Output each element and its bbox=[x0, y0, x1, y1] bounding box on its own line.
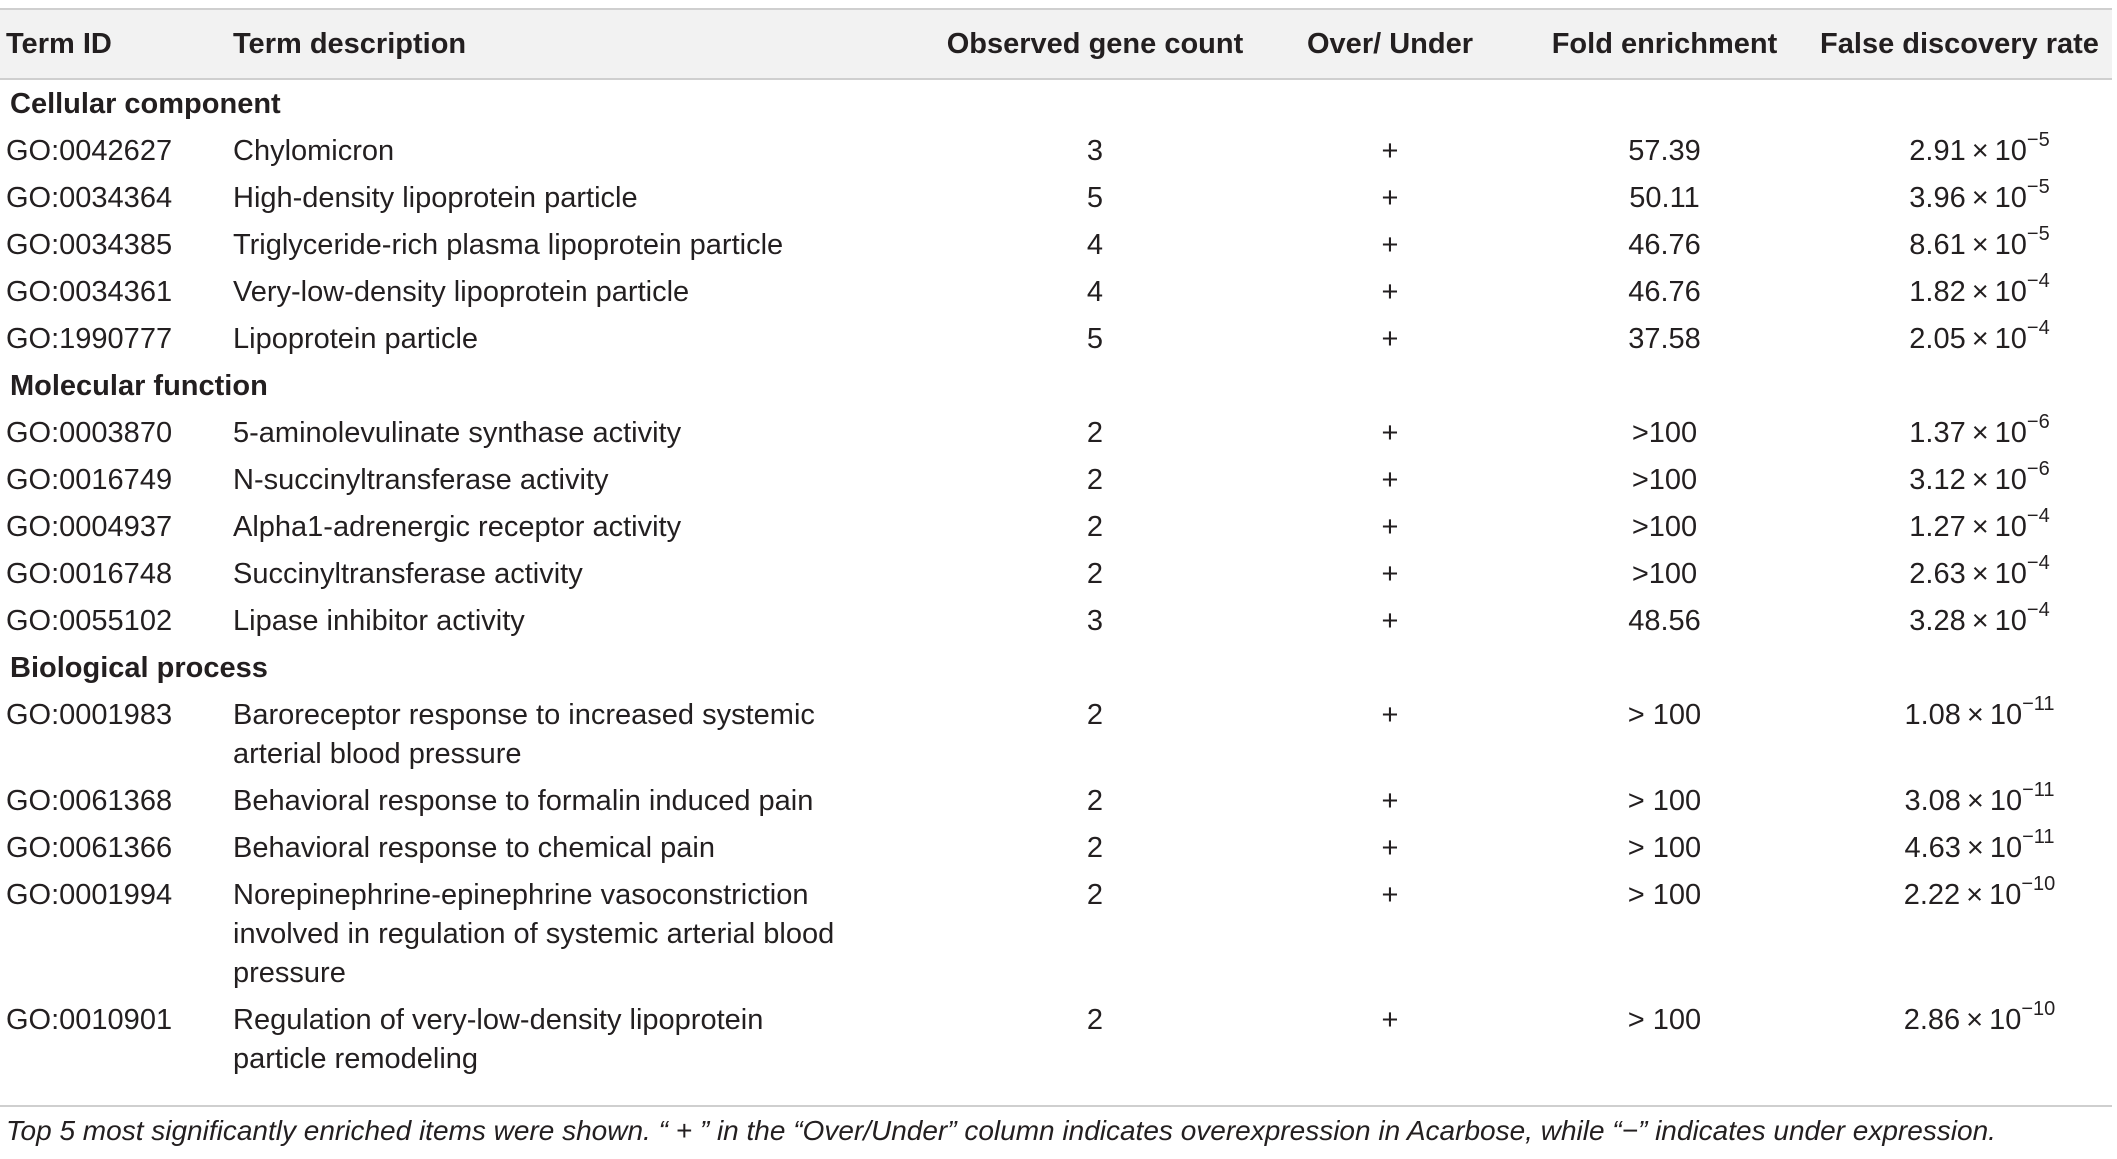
times-sign: × bbox=[1971, 558, 1989, 590]
fold-enrichment-cell: >100 bbox=[1631, 558, 1698, 590]
gene-count-cell: 4 bbox=[1086, 229, 1104, 261]
fdr-exponent: −4 bbox=[2026, 505, 2050, 527]
gene-count-cell: 4 bbox=[1086, 276, 1104, 308]
term-description-cell: N-succinyltransferase activity bbox=[233, 464, 609, 496]
gene-count-cell: 2 bbox=[1086, 832, 1104, 864]
fdr-mantissa: 3.12 bbox=[1909, 464, 1966, 496]
fdr-exponent: −11 bbox=[2022, 779, 2055, 801]
over-under-cell: + bbox=[1381, 558, 1399, 590]
times-sign: × bbox=[1966, 879, 1984, 911]
term-id-cell: GO:0061368 bbox=[6, 785, 173, 817]
fdr-value bbox=[1904, 826, 2055, 868]
gene-count-cell: 2 bbox=[1086, 879, 1104, 911]
fdr-base-ten: 10 bbox=[1989, 785, 2023, 817]
fdr-base-ten: 10 bbox=[1989, 879, 2022, 911]
fdr-value bbox=[1909, 458, 2050, 500]
fdr-exponent: −4 bbox=[2026, 599, 2050, 621]
times-sign: × bbox=[1971, 417, 1989, 449]
fdr-exponent: −4 bbox=[2026, 317, 2050, 339]
fdr-exponent: −11 bbox=[2022, 826, 2055, 848]
over-under-cell: + bbox=[1381, 605, 1399, 637]
fdr-cell bbox=[1807, 691, 2112, 777]
times-sign: × bbox=[1966, 785, 1984, 817]
term-id-cell: GO:0016749 bbox=[6, 464, 173, 496]
term-description-cell: Succinyltransferase activity bbox=[233, 558, 583, 590]
fdr-mantissa: 3.96 bbox=[1909, 182, 1966, 214]
gene-count-cell: 5 bbox=[1086, 323, 1104, 355]
section-title: Molecular function bbox=[10, 370, 268, 402]
fold-enrichment-cell: 48.56 bbox=[1628, 605, 1701, 637]
header-term-id: Term ID bbox=[6, 27, 112, 60]
table-body bbox=[0, 79, 2112, 1082]
times-sign: × bbox=[1971, 605, 1989, 637]
fold-enrichment-cell: 46.76 bbox=[1628, 229, 1701, 261]
term-id-cell: GO:0042627 bbox=[6, 135, 173, 167]
fdr-exponent: −5 bbox=[2026, 223, 2050, 245]
table-row bbox=[0, 456, 2112, 503]
fdr-exponent: −11 bbox=[2022, 693, 2055, 715]
fdr-exponent: −4 bbox=[2026, 270, 2050, 292]
fdr-base-ten: 10 bbox=[1994, 558, 2027, 590]
term-id-cell: GO:0034385 bbox=[6, 229, 173, 261]
table-row bbox=[0, 871, 2112, 996]
fdr-value bbox=[1909, 270, 2050, 312]
table-row bbox=[0, 597, 2112, 644]
times-sign: × bbox=[1971, 182, 1989, 214]
fdr-mantissa: 3.28 bbox=[1909, 605, 1966, 637]
gene-count-cell: 2 bbox=[1086, 558, 1104, 590]
fdr-mantissa: 3.08 bbox=[1904, 785, 1961, 817]
gene-count-cell: 2 bbox=[1086, 464, 1104, 496]
fdr-base-ten: 10 bbox=[1994, 605, 2027, 637]
gene-count-cell: 3 bbox=[1086, 135, 1104, 167]
fdr-value bbox=[1909, 552, 2050, 594]
term-description-cell: Triglyceride-rich plasma lipoprotein particle bbox=[233, 229, 784, 261]
fdr-cell bbox=[1807, 597, 2112, 644]
times-sign: × bbox=[1971, 135, 1989, 167]
fold-enrichment-cell: > 100 bbox=[1627, 1004, 1702, 1036]
fold-enrichment-cell: 50.11 bbox=[1629, 182, 1700, 214]
fdr-base-ten: 10 bbox=[1994, 182, 2027, 214]
term-description-cell: High-density lipoprotein particle bbox=[233, 182, 638, 214]
times-sign: × bbox=[1971, 323, 1989, 355]
fdr-cell bbox=[1807, 174, 2112, 221]
gene-count-cell: 2 bbox=[1086, 511, 1104, 543]
fdr-mantissa: 2.91 bbox=[1909, 135, 1966, 167]
times-sign: × bbox=[1966, 1004, 1984, 1036]
term-id-cell: GO:0061366 bbox=[6, 832, 173, 864]
fdr-cell bbox=[1807, 221, 2112, 268]
times-sign: × bbox=[1971, 276, 1989, 308]
gene-count-cell: 3 bbox=[1086, 605, 1104, 637]
fdr-value bbox=[1909, 505, 2050, 547]
term-id-cell: GO:0034361 bbox=[6, 276, 173, 308]
over-under-cell: + bbox=[1381, 276, 1399, 308]
table-row bbox=[0, 268, 2112, 315]
fold-enrichment-cell: >100 bbox=[1631, 511, 1698, 543]
term-description-cell: Baroreceptor response to increased systemic arterial blood pressure bbox=[233, 699, 815, 770]
over-under-cell: + bbox=[1381, 699, 1399, 731]
term-id-cell: GO:0016748 bbox=[6, 558, 173, 590]
fold-enrichment-cell: 57.39 bbox=[1628, 135, 1701, 167]
fdr-cell bbox=[1807, 268, 2112, 315]
table-row bbox=[0, 824, 2112, 871]
go-enrichment-table bbox=[0, 8, 2112, 1082]
fdr-exponent: −10 bbox=[2021, 998, 2056, 1020]
fold-enrichment-cell: > 100 bbox=[1627, 699, 1702, 731]
fdr-value bbox=[1903, 998, 2056, 1040]
term-id-cell: GO:0001994 bbox=[6, 879, 173, 911]
fdr-mantissa: 2.63 bbox=[1909, 558, 1966, 590]
table-row bbox=[0, 409, 2112, 456]
fdr-base-ten: 10 bbox=[1994, 276, 2027, 308]
fdr-base-ten: 10 bbox=[1989, 699, 2023, 731]
fdr-mantissa: 1.27 bbox=[1909, 511, 1966, 543]
header-false-discovery-rate: False discovery rate bbox=[1820, 27, 2099, 60]
fdr-value bbox=[1909, 176, 2050, 218]
table-row bbox=[0, 221, 2112, 268]
term-id-cell: GO:0001983 bbox=[6, 699, 173, 731]
section-title: Biological process bbox=[10, 652, 268, 684]
fold-enrichment-cell: >100 bbox=[1631, 417, 1698, 449]
fdr-value bbox=[1903, 873, 2056, 915]
section-row bbox=[0, 362, 2112, 409]
times-sign: × bbox=[1971, 511, 1989, 543]
over-under-cell: + bbox=[1381, 323, 1399, 355]
fdr-cell bbox=[1807, 871, 2112, 996]
fdr-base-ten: 10 bbox=[1994, 417, 2027, 449]
times-sign: × bbox=[1966, 699, 1984, 731]
fdr-value bbox=[1909, 599, 2050, 641]
fdr-mantissa: 2.05 bbox=[1909, 323, 1966, 355]
fdr-cell bbox=[1807, 824, 2112, 871]
fdr-cell bbox=[1807, 127, 2112, 174]
times-sign: × bbox=[1971, 464, 1989, 496]
table-footnote: Top 5 most significantly enriched items were shown. “ + ” in the “Over/Under” column indicates overexpression in Acarbose, while “−” indicates under expression. bbox=[6, 1115, 1996, 1146]
term-id-cell: GO:1990777 bbox=[6, 323, 173, 355]
term-id-cell: GO:0003870 bbox=[6, 417, 173, 449]
fdr-base-ten: 10 bbox=[1989, 1004, 2022, 1036]
over-under-cell: + bbox=[1381, 464, 1399, 496]
fdr-base-ten: 10 bbox=[1994, 464, 2027, 496]
over-under-cell: + bbox=[1381, 182, 1399, 214]
fdr-value bbox=[1909, 317, 2050, 359]
term-id-cell: GO:0004937 bbox=[6, 511, 173, 543]
fdr-mantissa: 2.22 bbox=[1903, 879, 1961, 911]
term-description-cell: Alpha1-adrenergic receptor activity bbox=[233, 511, 682, 543]
fdr-value bbox=[1909, 129, 2050, 171]
fdr-mantissa: 1.37 bbox=[1909, 417, 1966, 449]
fdr-mantissa: 1.08 bbox=[1904, 699, 1961, 731]
table-header bbox=[0, 9, 2112, 79]
gene-count-cell: 2 bbox=[1086, 417, 1104, 449]
section-row bbox=[0, 644, 2112, 691]
fdr-cell bbox=[1807, 315, 2112, 362]
times-sign: × bbox=[1971, 229, 1989, 261]
gene-count-cell: 5 bbox=[1086, 182, 1104, 214]
term-description-cell: Lipase inhibitor activity bbox=[233, 605, 525, 637]
table-row bbox=[0, 503, 2112, 550]
fdr-base-ten: 10 bbox=[1994, 511, 2027, 543]
fdr-cell bbox=[1807, 503, 2112, 550]
header-observed-gene-count: Observed gene count bbox=[946, 27, 1244, 60]
fdr-value bbox=[1909, 411, 2050, 453]
fdr-base-ten: 10 bbox=[1994, 229, 2027, 261]
over-under-cell: + bbox=[1381, 785, 1399, 817]
table-row bbox=[0, 127, 2112, 174]
fdr-value bbox=[1904, 693, 2055, 735]
fold-enrichment-cell: >100 bbox=[1631, 464, 1698, 496]
section-row bbox=[0, 79, 2112, 127]
fdr-cell bbox=[1807, 777, 2112, 824]
fdr-cell bbox=[1807, 409, 2112, 456]
table-row bbox=[0, 996, 2112, 1082]
fdr-exponent: −5 bbox=[2026, 129, 2050, 151]
over-under-cell: + bbox=[1381, 1004, 1399, 1036]
fdr-mantissa: 4.63 bbox=[1904, 832, 1961, 864]
term-id-cell: GO:0034364 bbox=[6, 182, 173, 214]
fold-enrichment-cell: 46.76 bbox=[1628, 276, 1701, 308]
fdr-cell bbox=[1807, 550, 2112, 597]
fold-enrichment-cell: 37.58 bbox=[1628, 323, 1701, 355]
term-description-cell: Behavioral response to chemical pain bbox=[233, 832, 715, 864]
fdr-base-ten: 10 bbox=[1989, 832, 2023, 864]
header-term-description: Term description bbox=[233, 27, 467, 60]
fdr-exponent: −10 bbox=[2021, 873, 2056, 895]
table-row bbox=[0, 315, 2112, 362]
fdr-exponent: −4 bbox=[2026, 552, 2050, 574]
term-description-cell: Behavioral response to formalin induced pain bbox=[233, 785, 814, 817]
over-under-cell: + bbox=[1381, 135, 1399, 167]
fdr-cell bbox=[1807, 996, 2112, 1082]
fdr-mantissa: 8.61 bbox=[1909, 229, 1966, 261]
term-description-cell: Norepinephrine-epinephrine vasoconstriction involved in regulation of systemic arterial blood pressure bbox=[233, 879, 835, 989]
header-over-under: Over/ Under bbox=[1307, 27, 1473, 60]
over-under-cell: + bbox=[1381, 417, 1399, 449]
fdr-base-ten: 10 bbox=[1994, 135, 2027, 167]
times-sign: × bbox=[1966, 832, 1984, 864]
over-under-cell: + bbox=[1381, 832, 1399, 864]
section-title: Cellular component bbox=[10, 88, 281, 120]
fdr-mantissa: 2.86 bbox=[1903, 1004, 1961, 1036]
over-under-cell: + bbox=[1381, 879, 1399, 911]
fdr-exponent: −5 bbox=[2026, 176, 2050, 198]
header-row bbox=[0, 9, 2112, 79]
table-row bbox=[0, 777, 2112, 824]
gene-count-cell: 2 bbox=[1086, 1004, 1104, 1036]
fold-enrichment-cell: > 100 bbox=[1627, 785, 1702, 817]
table-row bbox=[0, 174, 2112, 221]
gene-count-cell: 2 bbox=[1086, 785, 1104, 817]
fold-enrichment-cell: > 100 bbox=[1627, 832, 1702, 864]
fdr-exponent: −6 bbox=[2026, 411, 2050, 433]
fdr-base-ten: 10 bbox=[1994, 323, 2027, 355]
table-row bbox=[0, 550, 2112, 597]
fdr-cell bbox=[1807, 456, 2112, 503]
term-description-cell: Lipoprotein particle bbox=[233, 323, 479, 355]
over-under-cell: + bbox=[1381, 229, 1399, 261]
over-under-cell: + bbox=[1381, 511, 1399, 543]
term-description-cell: Very-low-density lipoprotein particle bbox=[233, 276, 690, 308]
fold-enrichment-cell: > 100 bbox=[1627, 879, 1702, 911]
term-id-cell: GO:0010901 bbox=[6, 1004, 173, 1036]
fdr-mantissa: 1.82 bbox=[1909, 276, 1966, 308]
footnote-divider bbox=[0, 1105, 2112, 1107]
fdr-exponent: −6 bbox=[2026, 458, 2050, 480]
table-row bbox=[0, 691, 2112, 777]
fdr-value bbox=[1909, 223, 2050, 265]
term-description-cell: Chylomicron bbox=[233, 135, 395, 167]
term-id-cell: GO:0055102 bbox=[6, 605, 173, 637]
term-description-cell: 5-aminolevulinate synthase activity bbox=[233, 417, 682, 449]
gene-count-cell: 2 bbox=[1086, 699, 1104, 731]
fdr-value bbox=[1904, 779, 2055, 821]
header-fold-enrichment: Fold enrichment bbox=[1551, 27, 1778, 60]
term-description-cell: Regulation of very-low-density lipoprotein particle remodeling bbox=[233, 1004, 764, 1075]
